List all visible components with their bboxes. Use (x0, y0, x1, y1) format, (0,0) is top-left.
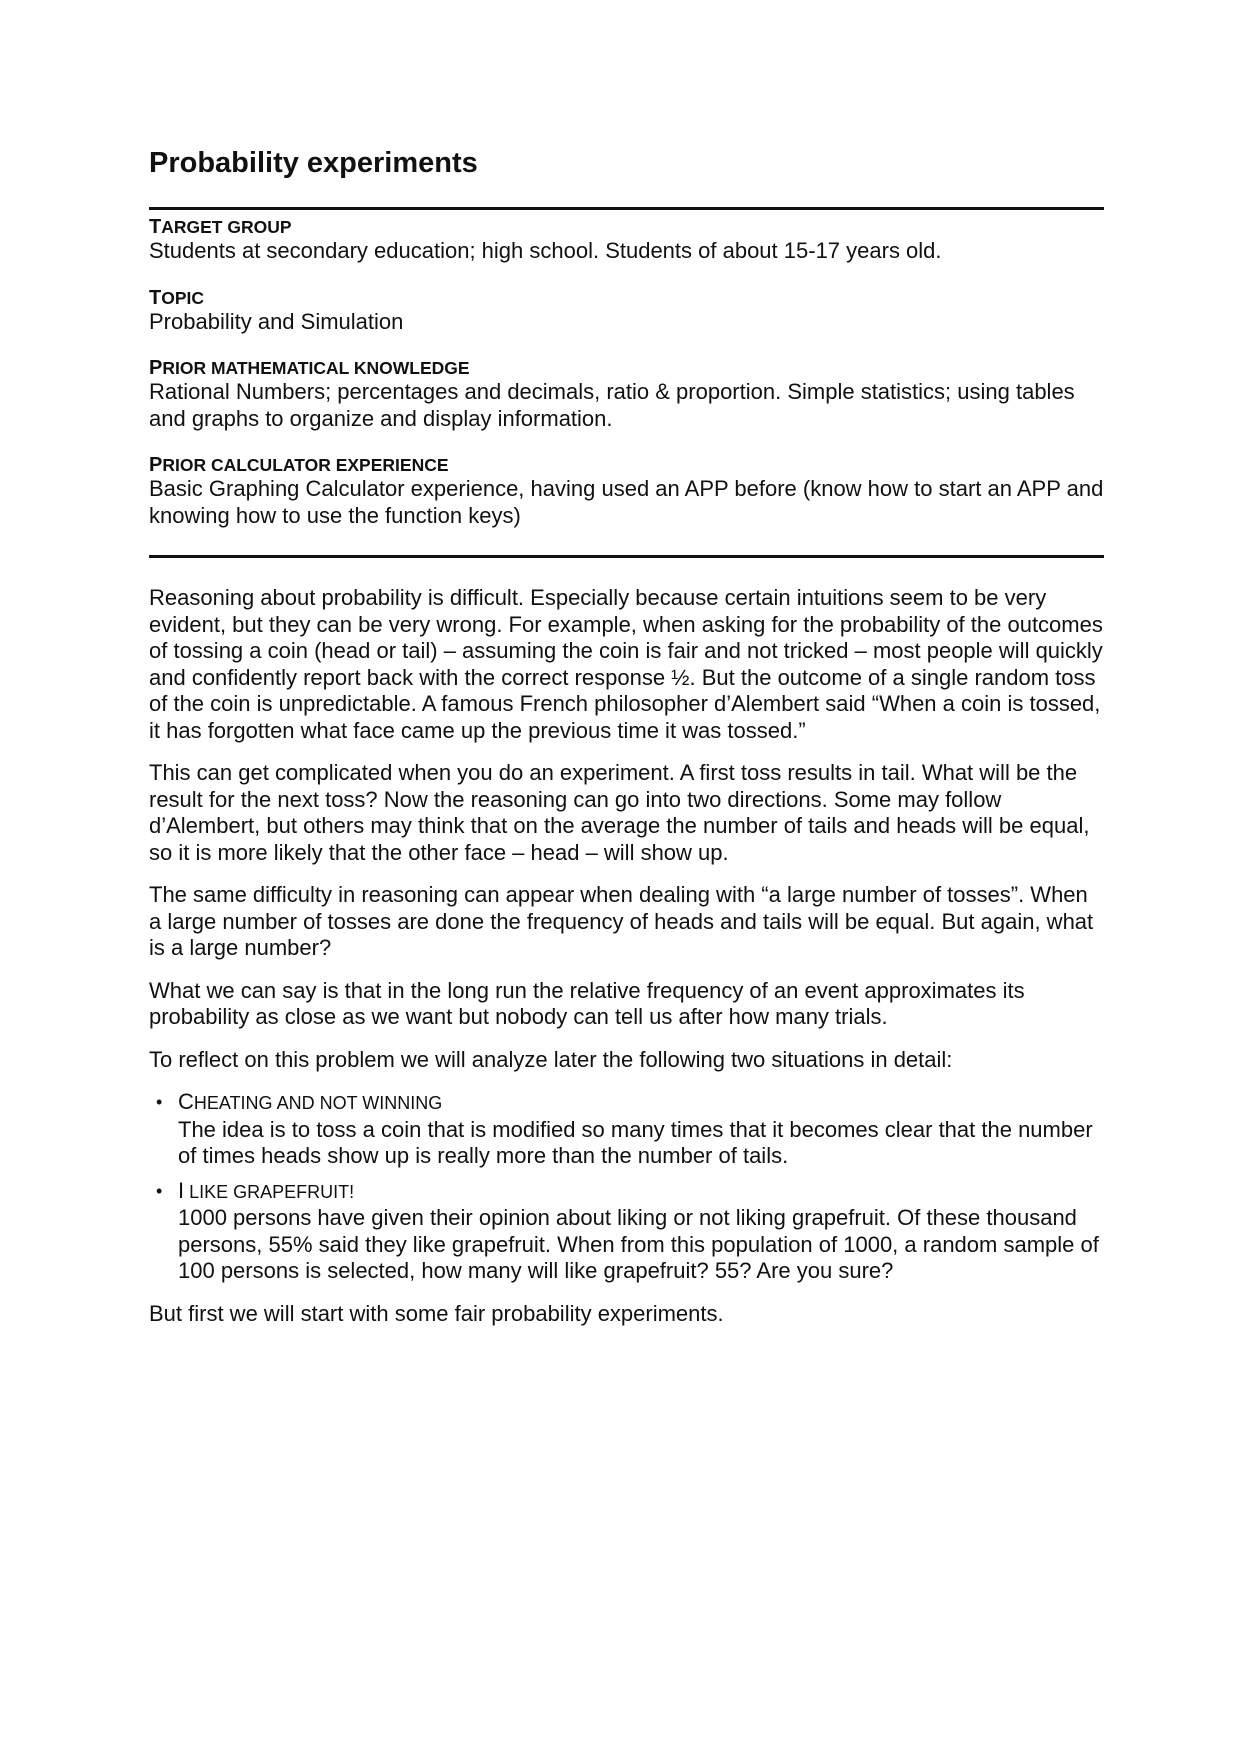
section-label: TOPIC (149, 286, 205, 309)
section-text: Rational Numbers; percentages and decimals, ratio & proportion. Simple statistics; using tables and graphs to organize and display information. (149, 379, 1075, 431)
situations-list (149, 1089, 1104, 1285)
list-item-heading: CHEATING AND NOT WINNING (178, 1089, 443, 1114)
body-text (149, 558, 1104, 1327)
section-target-group (149, 216, 1104, 265)
body-paragraph: The same difficulty in reasoning can appear when dealing with “a large number of tosses”. When a large number of tosses are done the frequency of heads and tails will be equal. But again, what is a large number? (149, 882, 1094, 960)
body-paragraph: What we can say is that in the long run the relative frequency of an event approximates its probability as close as we want but nobody can tell us after how many trials. (149, 977, 1025, 1029)
list-item-heading: I LIKE GRAPEFRUIT! (178, 1177, 355, 1203)
section-prior-math-knowledge (149, 357, 1104, 432)
section-label: PRIOR MATHEMATICAL KNOWLEDGE (149, 357, 470, 379)
list-item-text: 1000 persons have given their opinion about liking or not liking grapefruit. Of these thousand persons, 55% said they like grapefruit. When from this population of 1000, a random sample of 100 persons is selected, how many will like grapefruit? 55? Are you sure? (178, 1205, 1099, 1283)
body-paragraph: To reflect on this problem we will analyze later the following two situations in detail: (149, 1046, 953, 1072)
body-paragraph: Reasoning about probability is difficult. Especially because certain intuitions seem to be very evident, but they can be very wrong. For example, when asking for the probability of the outcomes of tossing a coin (head or tail) – assuming the coin is fair and not tricked – most people will quickly and confidently report back with the correct response ½. But the outcome of a single random toss of the coin is unpredictable. A famous French philosopher d’Alembert said “When a coin is tossed, it has forgotten what face came up the previous time it was tossed.” (149, 585, 1103, 743)
bullet-icon: • (156, 1180, 163, 1201)
metadata-block (149, 210, 1104, 529)
body-paragraph: This can get complicated when you do an experiment. A first toss results in tail. What will be the result for the next toss? Now the reasoning can go into two directions. Some may follow d’Alembert, but others may think that on the average the number of tails and heads will be equal, so it is more likely that the other face – head – will show up. (149, 760, 1090, 865)
bullet-icon: • (156, 1092, 163, 1112)
section-prior-calculator-experience (149, 454, 1104, 529)
document-title: Probability experiments (149, 147, 478, 179)
section-label: PRIOR CALCULATOR EXPERIENCE (149, 454, 449, 476)
section-label: TARGET GROUP (149, 216, 292, 238)
list-item-text: The idea is to toss a coin that is modified so many times that it becomes clear that the number of times heads show up is really more than the number of tails. (178, 1116, 1093, 1168)
section-text: Probability and Simulation (149, 308, 404, 334)
closing-paragraph: But first we will start with some fair probability experiments. (149, 1300, 724, 1326)
section-text: Students at secondary education; high school. Students of about 15-17 years old. (149, 238, 942, 263)
section-text: Basic Graphing Calculator experience, having used an APP before (know how to start an APP and knowing how to use the function keys) (149, 476, 1104, 528)
document-page (149, 145, 1104, 1343)
list-item (149, 1089, 1104, 1170)
list-item (149, 1178, 1104, 1285)
section-topic (149, 287, 1104, 336)
